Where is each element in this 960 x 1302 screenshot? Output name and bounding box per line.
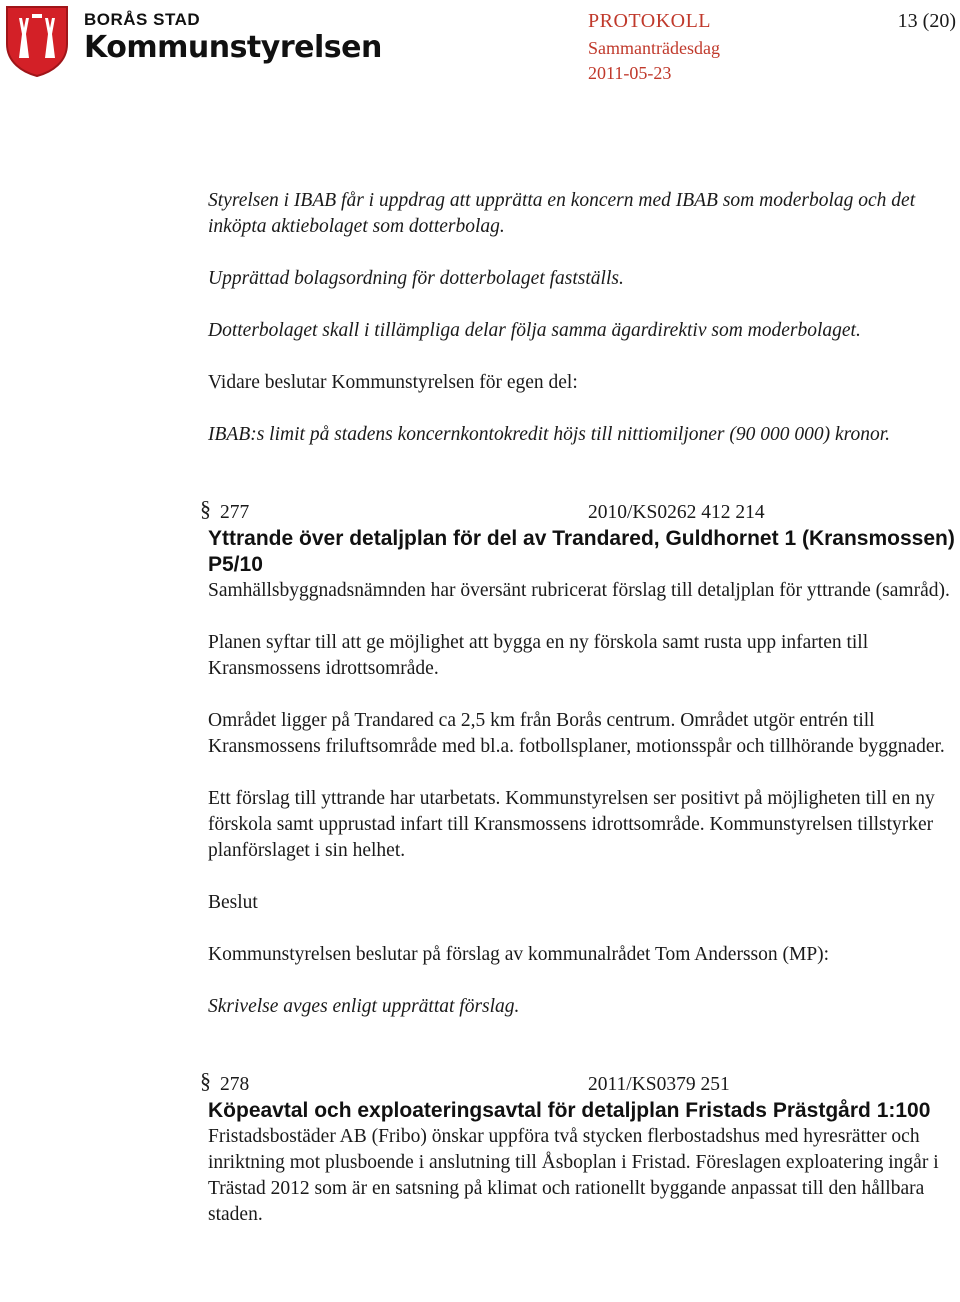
page-number: 13 (20): [897, 10, 956, 32]
body-paragraph: Samhällsbyggnadsnämnden har översänt rubricerat förslag till detaljplan för yttrande (samråd).: [208, 580, 950, 601]
beslut-text: Kommunstyrelsen beslutar på förslag av kommunalrådet Tom Andersson (MP):: [208, 944, 830, 965]
intro-paragraph: Styrelsen i IBAB får i uppdrag att upprätta en koncern med IBAB som moderbolag och det inköpta aktiebolaget som dotterbolag.: [208, 190, 916, 237]
body-paragraph: Området ligger på Trandared ca 2,5 km från Borås centrum. Området utgör entrén till Kransmossens friluftsområde med bl.a. fotbollsplaner, motionsspår och tillhörande byggnader.: [208, 710, 945, 757]
coat-of-arms-icon: [4, 4, 70, 78]
section-mark: §: [200, 1068, 211, 1093]
section-number: 277: [220, 502, 250, 523]
intro-paragraph: Upprättad bolagsordning för dotterbolaget fastställs.: [208, 268, 624, 289]
logo: [4, 4, 382, 80]
body-paragraph: Fristadsbostäder AB (Fribo) önskar uppföra två stycken flerbostadshus med hyresrätter och inriktning mot plusboende i anslutning till Åsboplan i Fristad. Föreslagen exploatering ingår i Trästad 2012 som är en satsning på klimat och rationellt byggande anpassat till den hållbara staden.: [208, 1126, 939, 1225]
beslut-decision: Skrivelse avges enligt upprättat förslag.: [208, 996, 520, 1017]
section-title: Köpeavtal och exploateringsavtal för detaljplan Fristads Prästgård 1:100: [208, 1099, 931, 1122]
meeting-type: Sammanträdesdag: [588, 38, 720, 58]
intro-paragraph: Vidare beslutar Kommunstyrelsen för egen del:: [208, 372, 578, 393]
section-reference: 2010/KS0262 412 214: [588, 502, 765, 523]
document-body: [200, 188, 956, 1254]
section-277: [200, 496, 956, 1020]
logo-city: BORÅS STAD: [84, 10, 201, 29]
section-reference: 2011/KS0379 251: [588, 1074, 730, 1095]
body-paragraph: Ett förslag till yttrande har utarbetats. Kommunstyrelsen ser positivt på möjligheten till en ny förskola samt upprustad infart till Kransmossens idrottsområde. Kommunstyrelsen tillstyrker planförslaget i sin helhet.: [208, 788, 935, 861]
section-number: 278: [220, 1074, 250, 1095]
section-body: [208, 578, 956, 1020]
section-header: [200, 496, 956, 526]
meeting-date: 2011-05-23: [588, 63, 672, 83]
beslut-label: Beslut: [208, 892, 258, 913]
section-header: [200, 1068, 956, 1098]
intro-paragraph: Dotterbolaget skall i tillämpliga delar följa samma ägardirektiv som moderbolaget.: [208, 320, 861, 341]
section-278: [200, 1068, 956, 1228]
section-title: Yttrande över detaljplan för del av Trandared, Guldhornet 1 (Kransmossen) P5/10: [208, 527, 955, 576]
logo-name: Kommunstyrelsen: [84, 30, 382, 65]
section-body: [208, 1124, 956, 1228]
intro-paragraph: IBAB:s limit på stadens koncernkontokredit höjs till nittiomiljoner (90 000 000) kronor.: [208, 424, 891, 445]
body-paragraph: Planen syftar till att ge möjlighet att bygga en ny förskola samt rusta upp infarten till Kransmossens idrottsområde.: [208, 632, 869, 679]
section-mark: §: [200, 496, 211, 521]
doc-type: PROTOKOLL: [588, 10, 712, 32]
